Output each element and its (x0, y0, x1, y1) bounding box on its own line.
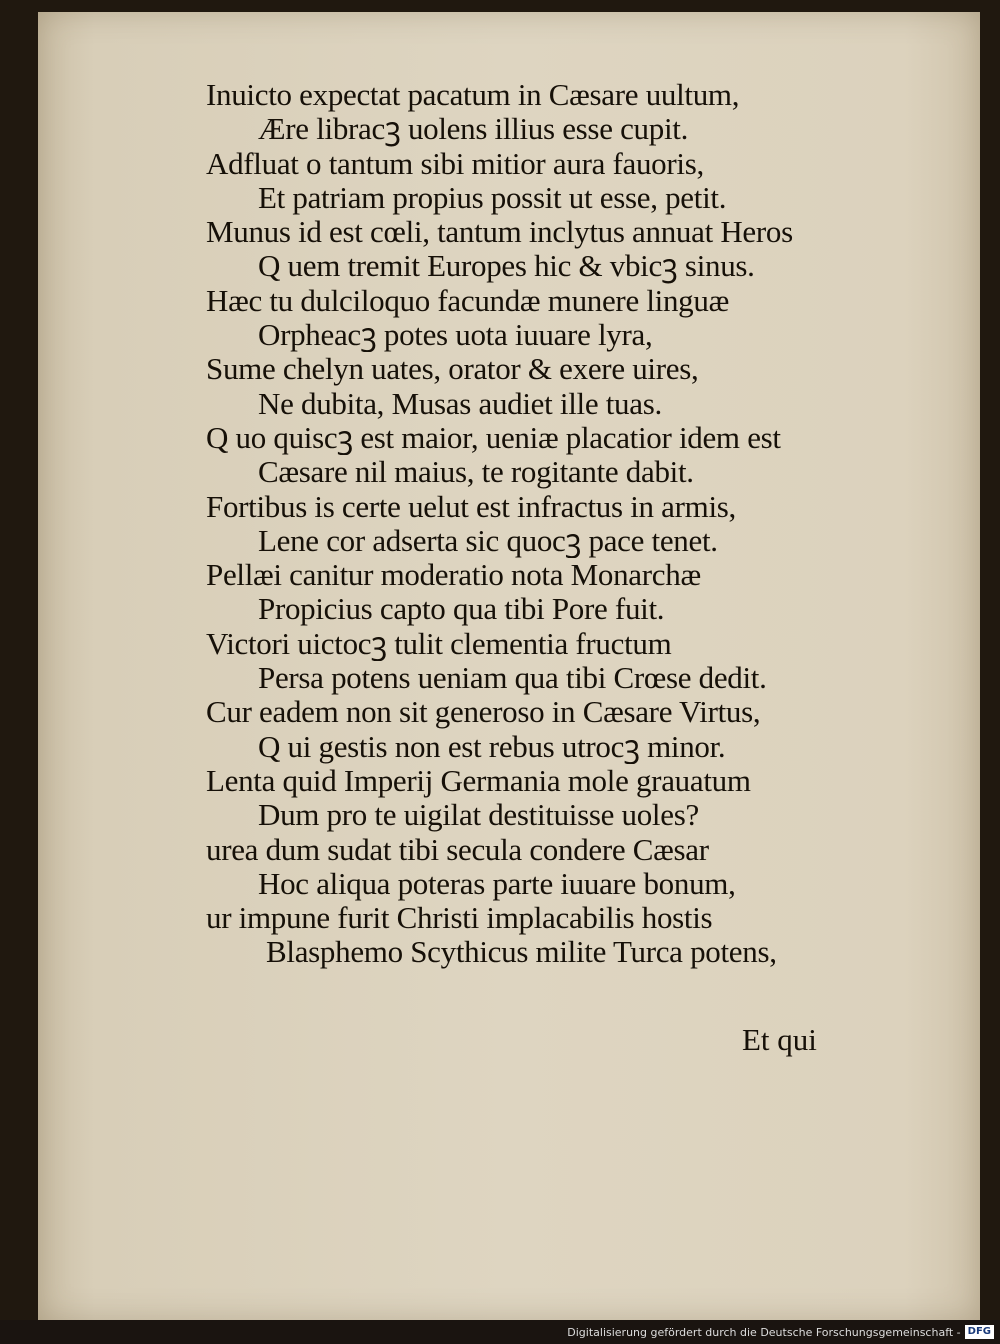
poem-line: Orpheacꝫ potes uota iuuare lyra, (258, 318, 653, 353)
poem-line: Sume chelyn uates, orator & exere uires, (206, 352, 699, 387)
poem-line: Inuicto expectat pacatum in Cæsare uultum, (206, 78, 740, 112)
poem-line: Et patriam propius possit ut esse, petit. (258, 180, 727, 215)
poem-line: Cæsare nil maius, te rogitante dabit. (258, 455, 694, 490)
digitization-credit (567, 1324, 994, 1340)
credit-text: Digitalisierung gefördert durch die Deutsche Forschungsgemeinschaft - (567, 1325, 961, 1339)
poem-line: Hæc tu dulciloquo facundæ munere linguæ (206, 283, 729, 318)
poem-line: Lenta quid Imperij Germania mole grauatum (206, 763, 751, 798)
poem-line: Cur eadem non sit generoso in Cæsare Virtus, (206, 695, 761, 730)
poem-line: Q ui gestis non est rebus utrocꝫ minor. (258, 729, 726, 764)
poem-line: Q uem tremit Europes hic & vbicꝫ sinus. (258, 249, 755, 284)
poem-line: Victori uictocꝫ tulit clementia fructum (206, 626, 672, 661)
catchword: Et qui (742, 1022, 817, 1057)
poem-line: urea dum sudat tibi secula condere Cæsar (206, 832, 709, 867)
poem-line: ur impune furit Christi implacabilis hostis (206, 901, 713, 936)
poem-line: Ne dubita, Musas audiet ille tuas. (258, 386, 662, 421)
poem-line: Persa potens ueniam qua tibi Crœse dedit. (258, 661, 767, 696)
poem-line: Lene cor adserta sic quocꝫ pace tenet. (258, 523, 718, 558)
poem-line: Ære libracꝫ uolens illius esse cupit. (258, 112, 689, 147)
dfg-logo: DFG (965, 1325, 994, 1339)
poem-line: Munus id est cœli, tantum inclytus annuat Heros (206, 215, 793, 250)
poem-text (206, 78, 866, 970)
poem-line: Q uo quiscꝫ est maior, ueniæ placatior idem est (206, 420, 781, 455)
poem-line: Dum pro te uigilat destituisse uoles? (258, 798, 699, 833)
poem-line: Hoc aliqua poteras parte iuuare bonum, (258, 866, 736, 901)
poem-line: Fortibus is certe uelut est infractus in armis, (206, 489, 737, 524)
poem-line: Propicius capto qua tibi Pore fuit. (258, 592, 665, 627)
poem-line: Blasphemo Scythicus milite Turca potens, (266, 935, 777, 970)
poem-line: Pellæi canitur moderatio nota Monarchæ (206, 558, 701, 593)
poem-line: Adfluat o tantum sibi mitior aura fauoris, (206, 146, 704, 181)
